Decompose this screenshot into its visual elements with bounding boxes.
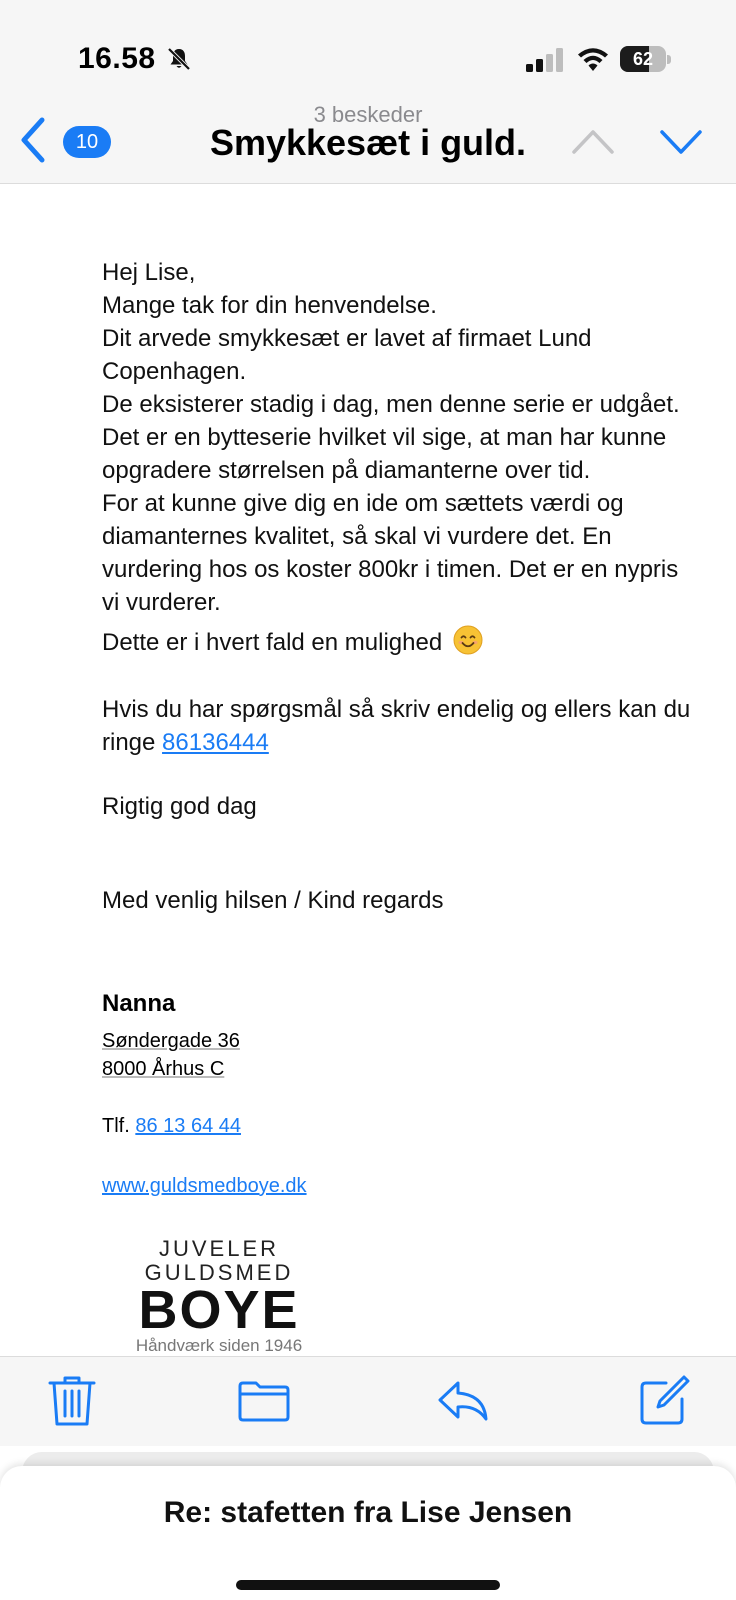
logo-line-boye: BOYE (138, 1280, 300, 1340)
email-possibility-line (102, 625, 702, 659)
draft-sheet-title[interactable]: Re: stafetten fra Lise Jensen (163, 1496, 573, 1529)
back-chevron-icon[interactable] (14, 114, 54, 166)
draft-sheet[interactable] (0, 1466, 736, 1600)
home-indicator[interactable] (236, 1580, 500, 1590)
wifi-icon (576, 46, 610, 72)
mail-navigation-bar (0, 96, 736, 184)
logo-line-juveler: JUVELER (158, 1236, 280, 1261)
logo-tagline: Håndværk siden 1946 (135, 1336, 303, 1355)
compose-icon[interactable] (636, 1373, 692, 1429)
email-closing: Rigtig god dag (102, 793, 257, 820)
folder-icon[interactable] (236, 1373, 292, 1429)
email-line: For at kunne give dig en ide om sættets værdi og diamanternes kvalitet, så skal vi vurdere det. En vurdering hos os koster 800kr i timen. Det er en nypris vi vurderer. (102, 490, 679, 616)
mail-toolbar (0, 1356, 736, 1446)
thread-title: Smykkesæt i guld. (209, 122, 527, 163)
bell-slash-icon (166, 46, 192, 72)
logo-line-guldsmed: GULDSMED (144, 1260, 294, 1285)
signature-name: Nanna (102, 990, 176, 1017)
message-count-subtitle: 3 beskeder (313, 102, 423, 127)
email-possibility-text: Dette er i hvert fald en mulighed (102, 629, 443, 656)
email-body (102, 256, 702, 917)
unread-count-badge[interactable]: 10 (63, 126, 111, 158)
trash-icon[interactable] (44, 1373, 100, 1429)
signature-city[interactable]: 8000 Århus C (102, 1058, 225, 1080)
signature-street[interactable]: Søndergade 36 (102, 1030, 240, 1052)
battery-icon (620, 46, 670, 72)
email-line: Dit arvede smykkesæt er lavet af firmaet Lund Copenhagen. (102, 325, 592, 385)
phone-number-link[interactable]: 86136444 (162, 729, 269, 756)
signature-website (102, 1175, 307, 1198)
email-line: Mange tak for din henvendelse. (102, 292, 437, 319)
email-greeting: Hej Lise, (102, 259, 196, 286)
status-time: 16.58 (78, 42, 156, 75)
chevron-down-icon[interactable] (658, 126, 704, 156)
website-link[interactable]: www.guldsmedboye.dk (102, 1175, 307, 1197)
boye-logo (104, 1236, 334, 1356)
email-regards: Med venlig hilsen / Kind regards (102, 887, 444, 914)
signature-phone (102, 1115, 241, 1138)
signature-address (102, 1027, 240, 1083)
chevron-up-icon[interactable] (570, 126, 616, 156)
status-bar (0, 0, 736, 96)
battery-percentage: 62 (632, 49, 654, 69)
smiling-face-emoji-icon (453, 625, 483, 655)
email-questions-text: Hvis du har spørgsmål så skriv endelig og ellers kan du ringe (102, 696, 691, 756)
reply-icon[interactable] (436, 1373, 492, 1429)
email-questions-line (102, 693, 702, 759)
signature-phone-link[interactable]: 86 13 64 44 (135, 1115, 241, 1137)
email-line: De eksisterer stadig i dag, men denne serie er udgået. Det er en bytteserie hvilket vil sige, at man har kunne opgradere størrelsen på diamanterne over tid. (102, 391, 680, 484)
cellular-signal-icon (526, 48, 564, 72)
signature-phone-label: Tlf. (102, 1115, 136, 1137)
